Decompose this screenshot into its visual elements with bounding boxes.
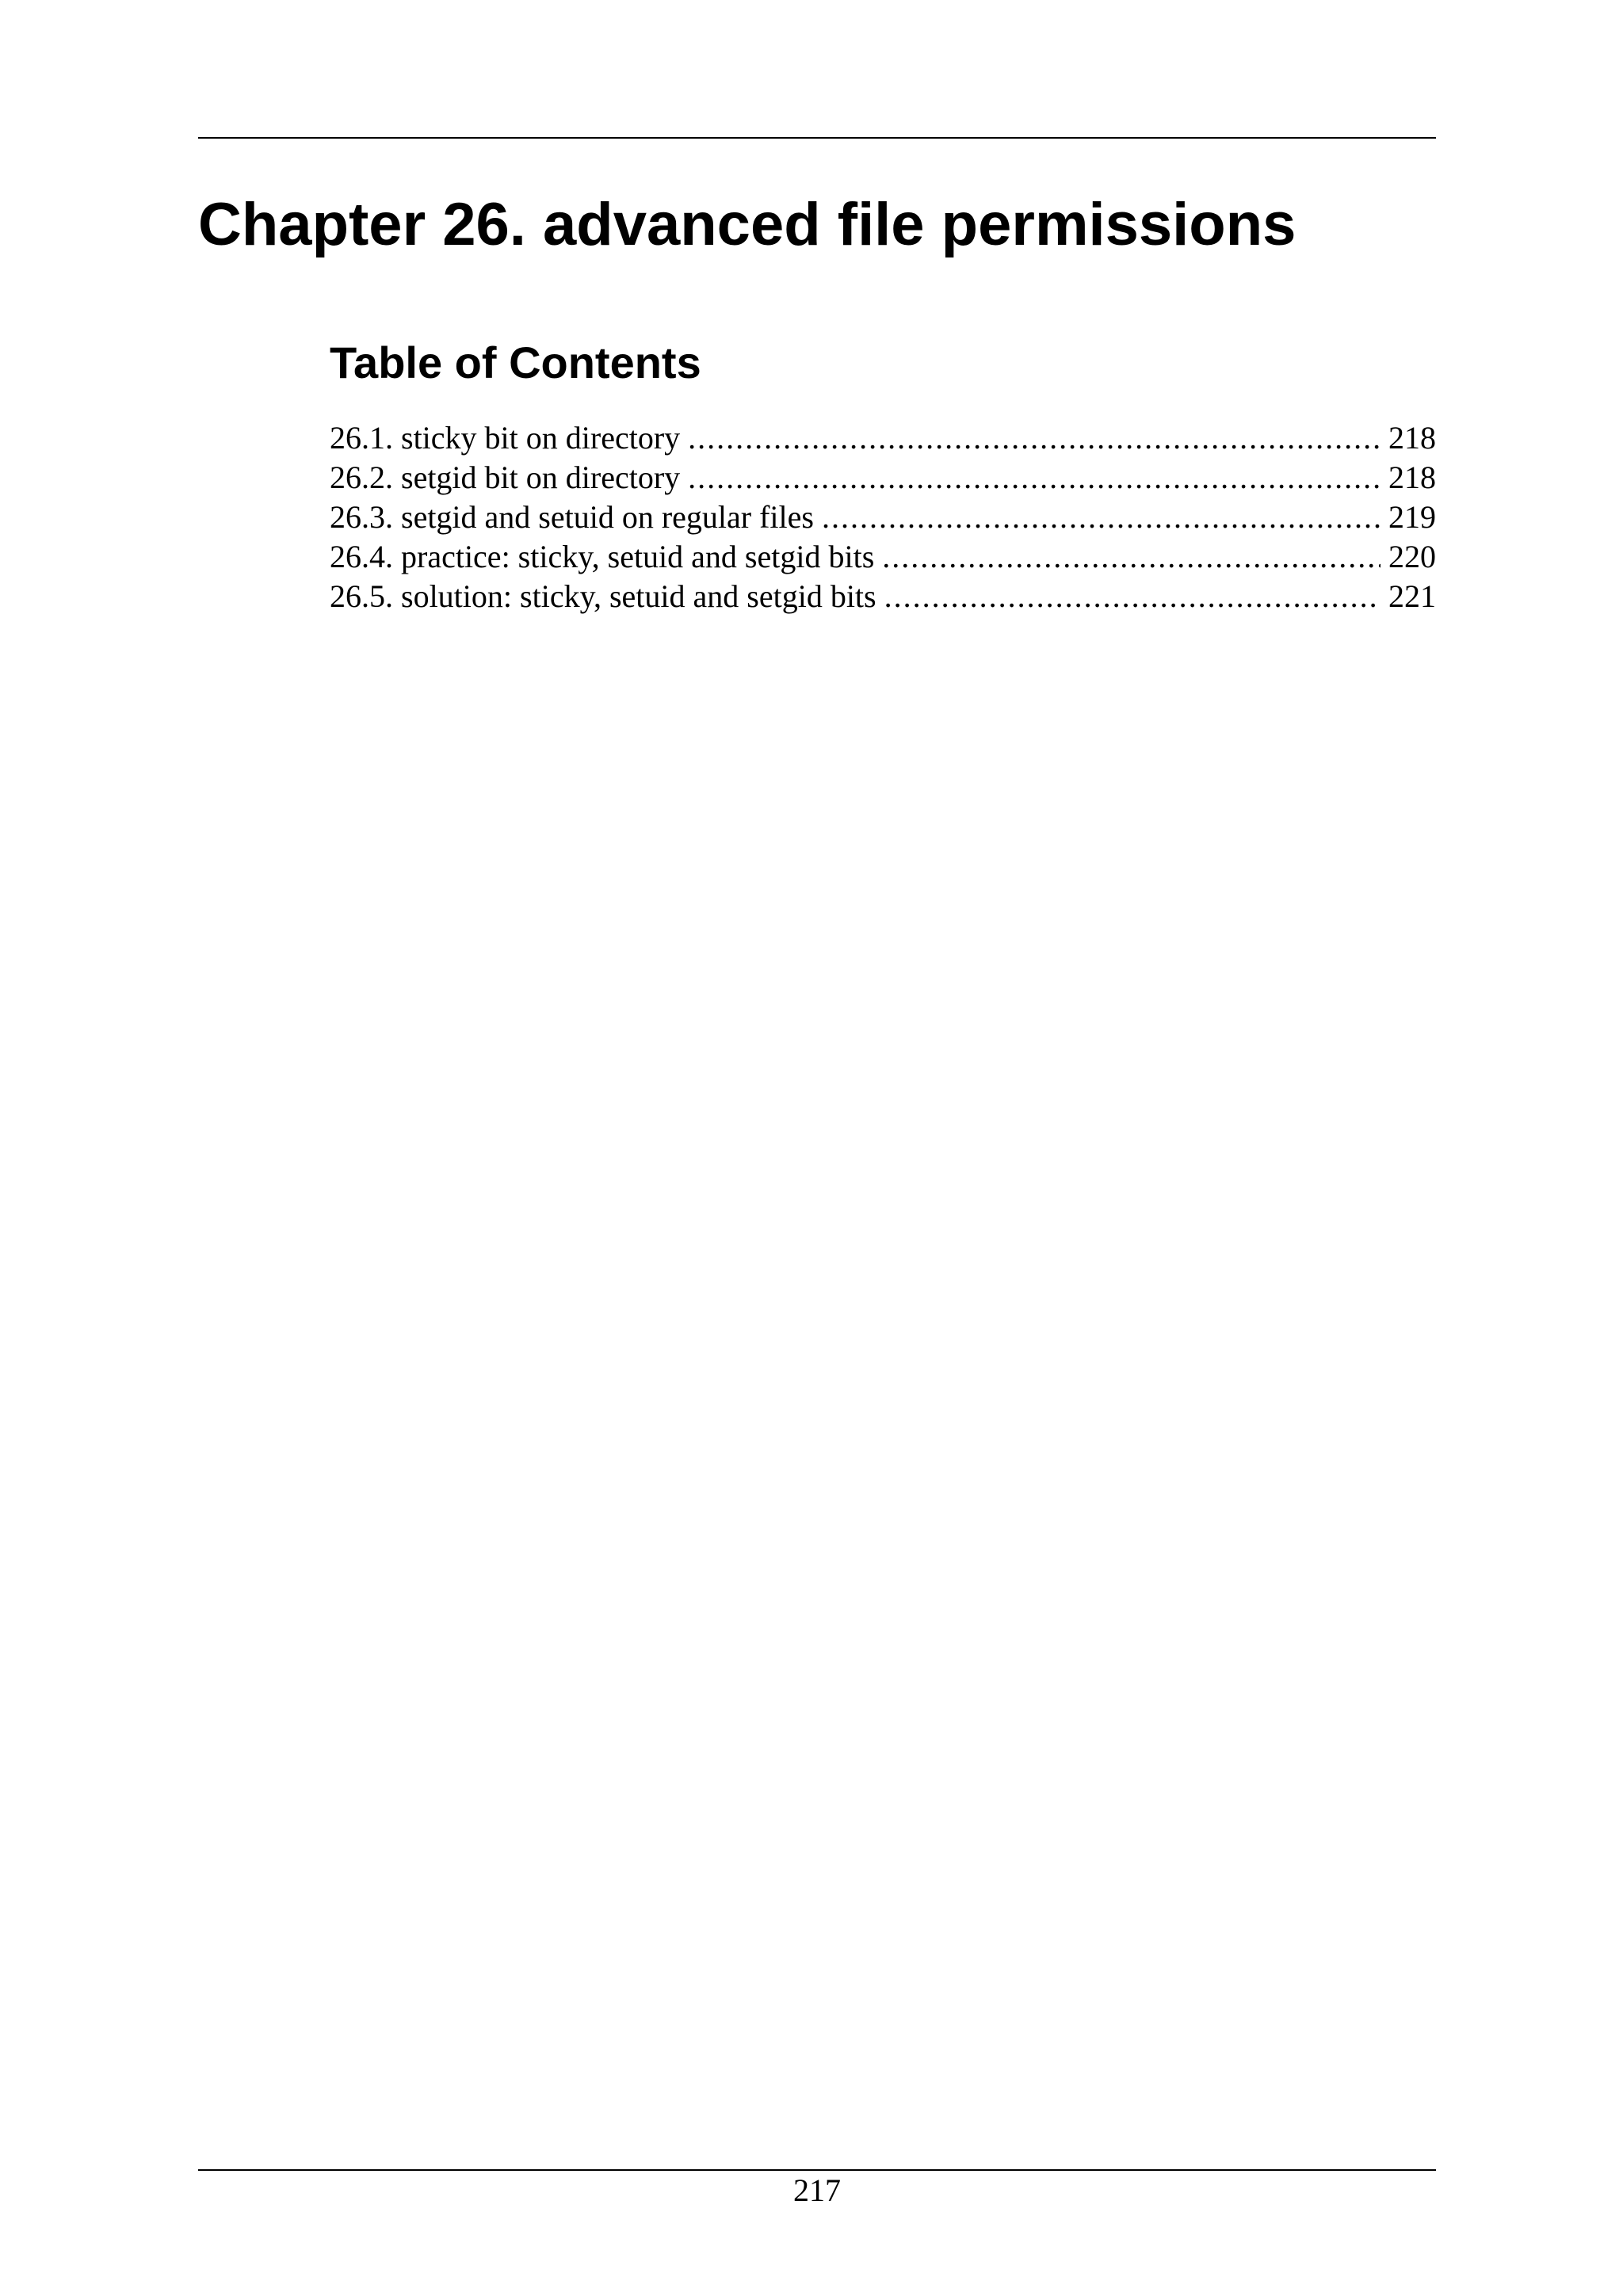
header-rule — [198, 137, 1436, 139]
toc-entry-page: 218 — [1388, 420, 1436, 456]
toc-heading: Table of Contents — [330, 338, 701, 387]
toc-entry-page: 220 — [1388, 539, 1436, 574]
toc-list — [330, 418, 1436, 616]
toc-entry-26-5[interactable] — [330, 577, 1436, 616]
toc-entry-page: 218 — [1388, 460, 1436, 495]
toc-dot-leader — [884, 577, 1381, 616]
toc-entry-page: 219 — [1388, 499, 1436, 535]
toc-entry-26-4[interactable] — [330, 537, 1436, 577]
toc-entry-label: 26.4. practice: sticky, setuid and setgid bits — [330, 539, 875, 574]
chapter-title: Chapter 26. advanced file permissions — [198, 191, 1296, 258]
page-number: 217 — [793, 2172, 841, 2208]
toc-dot-leader — [688, 418, 1381, 458]
toc-entry-label: 26.2. setgid bit on directory — [330, 460, 681, 495]
toc-entry-page: 221 — [1388, 578, 1436, 614]
toc-entry-label: 26.5. solution: sticky, setuid and setgid bits — [330, 578, 876, 614]
toc-dot-leader — [822, 498, 1381, 537]
toc-dot-leader — [688, 458, 1381, 498]
toc-entry-label: 26.3. setgid and setuid on regular files — [330, 499, 814, 535]
toc-entry-26-3[interactable] — [330, 498, 1436, 537]
toc-entry-label: 26.1. sticky bit on directory — [330, 420, 681, 456]
toc-dot-leader — [882, 537, 1381, 577]
toc-entry-26-1[interactable] — [330, 418, 1436, 458]
toc-entry-26-2[interactable] — [330, 458, 1436, 498]
